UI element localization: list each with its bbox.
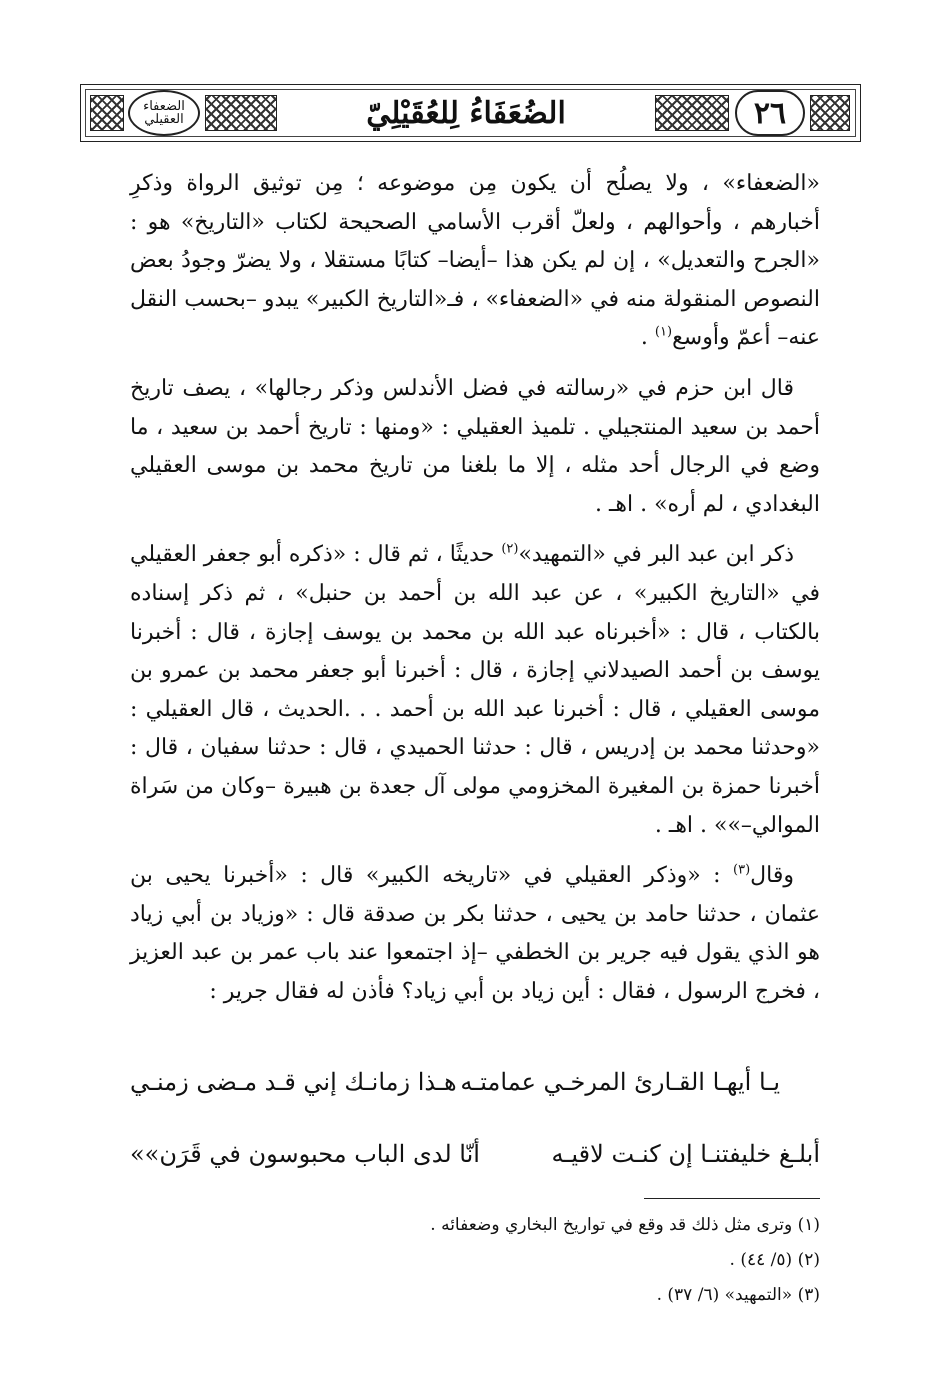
title-medallion	[128, 90, 200, 136]
paragraph-2	[130, 370, 820, 524]
footnote-ref-2: (٢)	[501, 542, 519, 558]
ornament-right-outer	[810, 95, 850, 131]
paragraph-4-start: وقال	[750, 863, 794, 889]
page-number: ٢٦	[735, 90, 805, 136]
paragraph-3-rest: حديثًا ، ثم قال : «ذكره أبو جعفر العقيلي في «التاريخ الكبير» ، عن عبد الله بن أحمد بن حنبل» ، ثم ذكر إسناده بالكتاب ، قال : «أخبرناه عبد الله بن محمد بن يوسف إجازة ، قال : أخبرنا يوسف بن أحمد الصيدلاني إجازة ، قال : أخبرنا أبو جعفر محمد بن عمرو بن موسى العقيلي ، قال : أخبرنا عبد الله بن أحمد . . .الحديث ، قال العقيلي : «وحدثنا محمد بن إدريس ، قال : حدثنا الحميدي ، قال : حدثنا سفيان ، قال : أخبرنا حمزة بن المغيرة المخزومي مولى آل جعدة بن هبيرة –وكان من سَراة الموالي–»» . اهـ .	[129, 542, 820, 838]
footnote-ref-3: (٣)	[733, 862, 751, 878]
paragraph-2-text: قال ابن حزم في «رسالته في فضل الأندلس وذكر رجالها» ، يصف تاريخ أحمد بن سعيد المنتجيلي . تلميذ العقيلي : «ومنها : تاريخ أحمد بن سعيد ، ما وضع في الرجال أحد مثله ، إلا ما بلغنا من تاريخ محمد بن موسى العقيلي البغدادي ، لم أره» . اهـ .	[130, 375, 820, 517]
ornament-left-inner	[205, 95, 277, 131]
main-text	[130, 165, 820, 1023]
verse-1-second-hemistich: هـذا زمانـك إني قـد مـضى زمنـي	[130, 1068, 457, 1096]
paragraph-1	[130, 165, 820, 358]
footnote-2: (٢) (٥/ ٤٤) .	[729, 1250, 820, 1270]
footnote-3: (٣) «التمهيد» (٦/ ٣٧) .	[656, 1285, 820, 1305]
ornament-left-outer	[90, 95, 124, 131]
footnote-1: (١) وترى مثل ذلك قد وقع في تواريخ البخاري وضعفائه .	[430, 1215, 820, 1235]
ornament-right-inner	[655, 95, 729, 131]
paragraph-4-rest: : «وذكر العقيلي في «تاريخه الكبير» قال : «أخبرنا يحيى بن عثمان ، حدثنا حامد بن يحيى ، حدثنا بكر بن صدقة قال : «وزياد بن أبي زياد هو الذي يقول فيه جرير بن الخطفي –إذ اجتمعوا عند باب عمر بن عبد العزيز ، فخرج الرسول ، فقال : أين زياد بن أبي زياد؟ فأذن له فقال جرير :	[130, 863, 820, 1004]
verse-2-first-hemistich: أبلـغ خليفتنـا إن كنـت لاقيـه	[551, 1140, 820, 1168]
verse-1-first-hemistich: يـا أيهـا القـارئ المرخـي عمامتـه	[460, 1068, 780, 1096]
running-title: الضُعَفَاءُ لِلعُقَيْلِيّ	[285, 90, 647, 136]
paragraph-1-end: .	[640, 325, 655, 351]
paragraph-4	[130, 857, 820, 1011]
medallion-text: الضعفاء العقيلي	[143, 99, 185, 127]
paragraph-3-start: ذكر ابن عبد البر في «التمهيد»	[518, 542, 794, 568]
paragraph-3	[130, 536, 820, 845]
footnote-ref-1: (١)	[654, 325, 673, 341]
page-header	[80, 84, 863, 144]
footnote-separator	[644, 1198, 820, 1199]
paragraph-1-text: «الضعفاء» ، ولا يصلُح أن يكون مِن موضوعه ؛ مِن توثيق الرواة وذكرِ أخبارهم ، وأحوالهم ، ولعلّ أقرب الأسامي الصحيحة لكتاب «التاريخ» هو : «الجرح والتعديل» ، إن لم يكن هذا –أيضا– كتابًا مستقلا ، ولا يضرّ وجودُ بعض النصوص المنقولة منه في «الضعفاء» ، فـ«التاريخ الكبير» يبدو –بحسب النقل عنه– أعمّ وأوسع	[130, 171, 820, 351]
verse-2-second-hemistich: أنّا لدى الباب محبوسون في قَرَن»»	[130, 1140, 480, 1168]
footnotes	[130, 1208, 820, 1313]
verse-line-2	[130, 1140, 820, 1168]
verse-line-1	[130, 1068, 820, 1096]
